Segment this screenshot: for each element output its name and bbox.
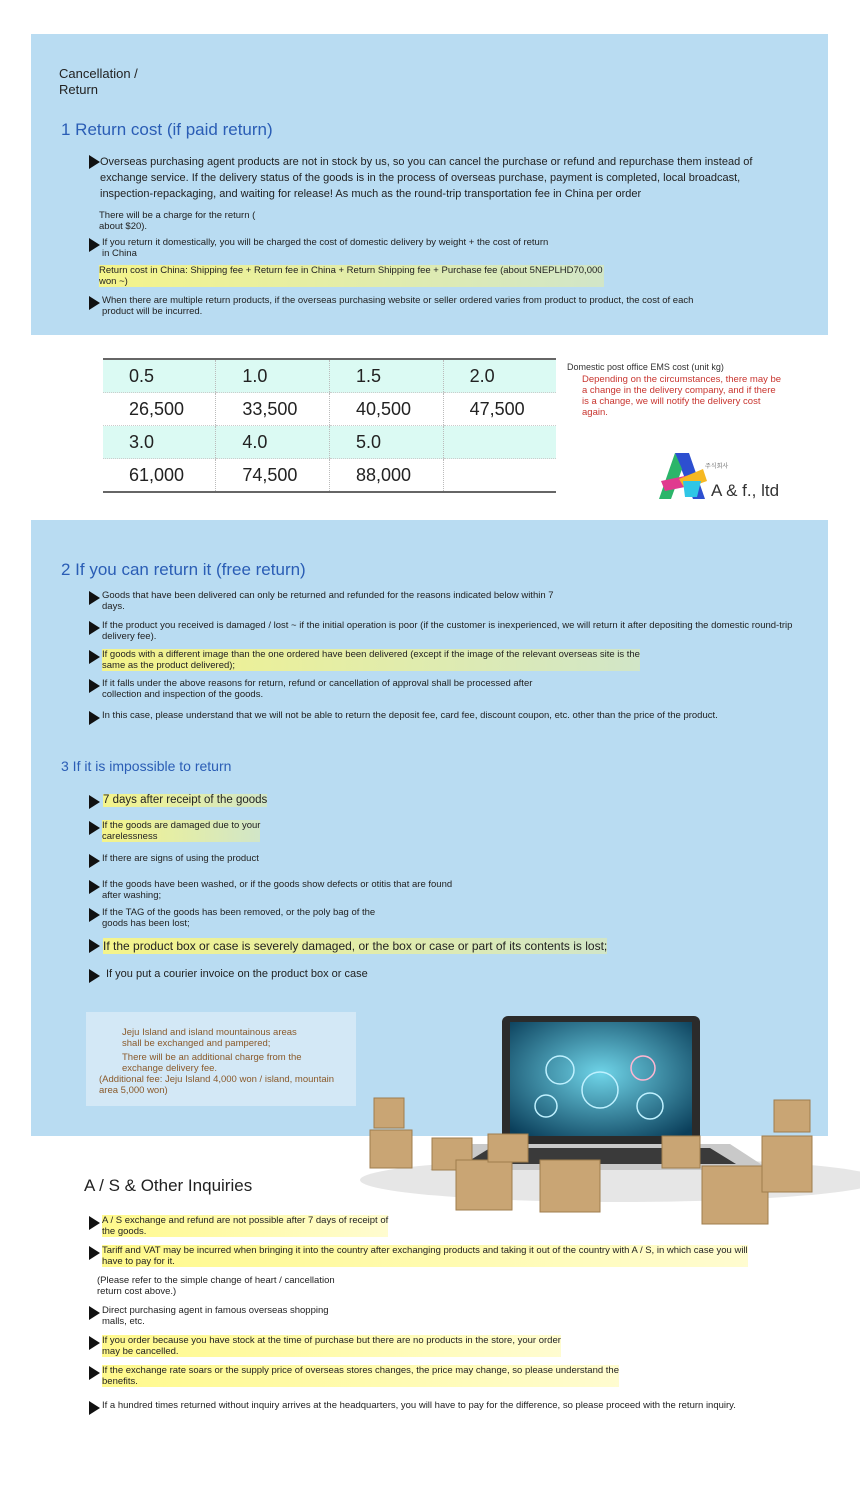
triangle-bullet-icon [89, 880, 100, 894]
triangle-bullet-icon [89, 296, 100, 310]
list-item: If you order because you have stock at the time of purchase but there are no products in the store, your order may be cancelled. [89, 1335, 589, 1357]
company-logo [655, 451, 795, 503]
triangle-bullet-icon [89, 621, 100, 635]
return-charge-note: There will be a charge for the return ( about $20). [99, 210, 256, 232]
triangle-bullet-icon [89, 821, 100, 835]
page-title: Cancellation / Return [59, 66, 138, 97]
list-item: If it falls under the above reasons for return, refund or cancellation of approval shall be processed after collection and inspection of the goods. [89, 678, 569, 700]
triangle-bullet-icon [89, 155, 100, 169]
table-cell: 26,500 [103, 393, 216, 426]
jeju-line-2: There will be an additional charge from the exchange delivery fee. [122, 1052, 302, 1074]
list-item: If you return it domestically, you will be charged the cost of domestic delivery by weight + the cost of return in China [89, 237, 589, 259]
list-item: When there are multiple return products, if the overseas purchasing website or seller ordered varies from product to product, the cost of each product will be incurred. [89, 295, 729, 317]
table-cell: 33,500 [216, 393, 330, 426]
list-item: If the goods are damaged due to your carelessness [89, 820, 349, 842]
table-cell: 61,000 [103, 459, 216, 493]
list-item: Tariff and VAT may be incurred when bringing it into the country after exchanging products and taking it out of the country with A / S, in which case you will have to pay for it. [89, 1245, 769, 1267]
list-item: In this case, please understand that we will not be able to return the deposit fee, card fee, discount coupon, etc. other than the price of the product. [89, 710, 809, 725]
table-cell: 1.5 [329, 359, 443, 393]
list-item: If a hundred times returned without inquiry arrives at the headquarters, you will have to pay for the difference, so please proceed with the return inquiry. [89, 1400, 809, 1415]
refer-note: (Please refer to the simple change of heart / cancellation return cost above.) [97, 1275, 335, 1297]
ems-caption: Domestic post office EMS cost (unit kg) [567, 362, 724, 372]
triangle-bullet-icon [89, 1366, 100, 1380]
triangle-bullet-icon [89, 1246, 100, 1260]
table-cell: 40,500 [329, 393, 443, 426]
triangle-bullet-icon [89, 650, 100, 664]
list-item: Direct purchasing agent in famous overseas shopping malls, etc. [89, 1305, 349, 1327]
laptop-icon [340, 1010, 860, 1230]
table-cell [443, 426, 556, 459]
table-cell: 3.0 [103, 426, 216, 459]
list-item: If goods with a different image than the one ordered have been delivered (except if the image of the relevant overseas site is the same as the product delivered); [89, 649, 669, 671]
logo-a-icon [655, 451, 711, 503]
triangle-bullet-icon [89, 1216, 100, 1230]
list-item: If the TAG of the goods has been removed, or the poly bag of the goods has been lost; [89, 907, 409, 929]
table-cell: 4.0 [216, 426, 330, 459]
triangle-bullet-icon [89, 795, 100, 809]
triangle-bullet-icon [89, 854, 100, 868]
jeju-notice-box [86, 1012, 356, 1106]
table-row [103, 359, 556, 393]
list-item: A / S exchange and refund are not possible after 7 days of receipt of the goods. [89, 1215, 389, 1237]
list-item: If there are signs of using the product [89, 853, 259, 868]
table-cell: 5.0 [329, 426, 443, 459]
section-heading-no-return: 3 If it is impossible to return [61, 758, 232, 774]
list-item: If you put a courier invoice on the product box or case [89, 968, 368, 983]
triangle-bullet-icon [89, 711, 100, 725]
list-item: Goods that have been delivered can only be returned and refunded for the reasons indicated below within 7 days. [89, 590, 569, 612]
table-row [103, 426, 556, 459]
china-return-cost-note: Return cost in China: Shipping fee + Return fee in China + Return Shipping fee + Purchase fee (about 5NEPLHD70,000 won ~) [99, 265, 603, 287]
list-item: 7 days after receipt of the goods [89, 794, 267, 809]
delivery-change-note: Depending on the circumstances, there may be a change in the delivery company, and if there is a change, we will notify the delivery cost again. [582, 374, 782, 418]
section-heading-free-return: 2 If you can return it (free return) [61, 560, 306, 579]
logo-tag: 주식회사 [705, 464, 729, 470]
triangle-bullet-icon [89, 591, 100, 605]
jeju-line-3: (Additional fee: Jeju Island 4,000 won / island, mountain area 5,000 won) [99, 1074, 335, 1096]
table-row [103, 393, 556, 426]
jeju-line-1: Jeju Island and island mountainous areas shall be exchanged and pampered; [122, 1027, 297, 1049]
company-name: A & f., ltd [711, 481, 780, 500]
section-heading-return-cost: 1 Return cost (if paid return) [61, 120, 273, 139]
triangle-bullet-icon [89, 679, 100, 693]
triangle-bullet-icon [89, 969, 100, 983]
table-cell: 88,000 [329, 459, 443, 493]
list-item: Overseas purchasing agent products are not in stock by us, so you can cancel the purchase or refund and repurchase them instead of exchange service. If the delivery status of the goods is in the process of overseas purchase, payment is completed, local broadcast, inspection-repackaging, and waiting for release! As much as the round-trip transportation fee in China per order [89, 154, 769, 202]
triangle-bullet-icon [89, 238, 100, 252]
list-item: If the exchange rate soars or the supply price of overseas stores changes, the price may change, so please understand the benefits. [89, 1365, 649, 1387]
table-cell [443, 459, 556, 493]
list-item: If the product you received is damaged / lost ~ if the initial operation is poor (if the customer is inexperienced, we will return it after depositing the domestic round-trip delivery fee). [89, 620, 809, 642]
triangle-bullet-icon [89, 908, 100, 922]
ems-cost-table [103, 358, 556, 493]
laptop-boxes-illustration [340, 1010, 860, 1230]
list-item: If the goods have been washed, or if the goods show defects or otitis that are found after washing; [89, 879, 489, 901]
triangle-bullet-icon [89, 1336, 100, 1350]
triangle-bullet-icon [89, 1401, 100, 1415]
table-row [103, 459, 556, 493]
list-item: If the product box or case is severely damaged, or the box or case or part of its contents is lost; [89, 938, 607, 954]
triangle-bullet-icon [89, 1306, 100, 1320]
table-cell: 47,500 [443, 393, 556, 426]
table-cell: 2.0 [443, 359, 556, 393]
table-cell: 1.0 [216, 359, 330, 393]
section-heading-inquiries: A / S & Other Inquiries [84, 1176, 253, 1195]
table-cell: 0.5 [103, 359, 216, 393]
table-cell: 74,500 [216, 459, 330, 493]
triangle-bullet-icon [89, 939, 100, 953]
